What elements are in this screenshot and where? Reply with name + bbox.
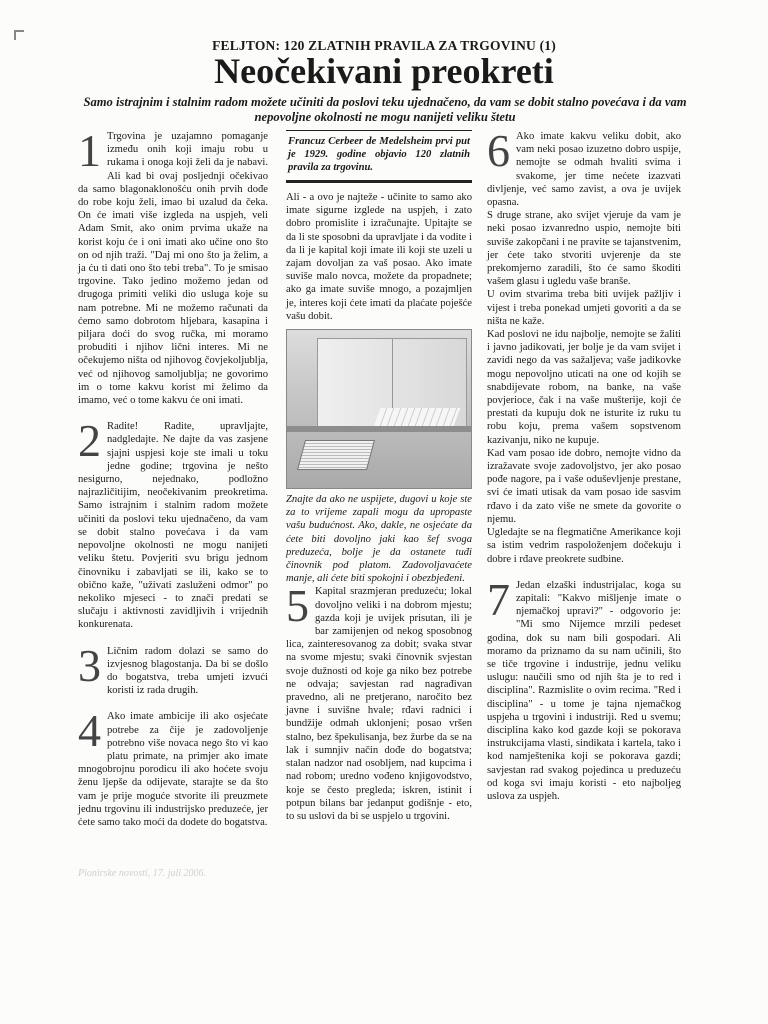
rule-number: 7 — [487, 573, 510, 625]
rule-3 — [78, 639, 268, 698]
photo-documents — [374, 408, 461, 426]
rule-text: Jedan elzaški industrijalac, koga su zapitali: "Kakvo mišljenje imate o njemačkoj upravi?" - odgovorio je: "Mi smo Nijemce mrzili pedeset godina, dok su nam bili gospodari. Ali moramo da priznamo da su nam učinili, što se tiče trgovine i industrije, jednu veliku uslugu: naučili smo od njih šta je to red i disciplina". Razmislite o ovim recima. "Red i disciplina" - u tome je tajna njemačkog uspjeha u trgovini i industriji. Red u svemu; disciplina kako kod gazde koji se pokorava instrukcijama vlasti, sindikata i kartela, tako i kod namještenika koji se pokorava gazdi; savjestan rad svakog pojedinca u preduzeću od koga svi imaju koristi - eto najboljeg uslova za uspjeh. — [487, 579, 681, 802]
photo-shelf — [287, 426, 472, 432]
column-1 — [78, 125, 268, 842]
rule-number: 6 — [487, 125, 510, 176]
rule-text: Ako imate ambicije ili ako osjećate potrebe za čije je zadovoljenje potrebno više novaca nego što vi kao platu primate, na primjer ako imate mnogobrojnu porodicu ili ako hoćete svoju ženu ljepše da odijevate, starajte se da što vam je prije moguće stvorite ili preuzmete jednu trgovinu ili industrijsko preduzeće, jer ćete samo tako moći da dodete do bogatstva. — [78, 711, 268, 828]
photo-paper-stack — [297, 440, 375, 470]
info-box: Francuz Cerbeer de Medelsheim prvi put je 1929. godine objavio 120 zlatnih pravila za trgovinu. — [286, 130, 472, 183]
rule-number: 5 — [286, 580, 309, 632]
column-2 — [286, 130, 472, 836]
rule-6 — [487, 125, 681, 209]
paragraph: Ugledajte se na flegmatične Amerikance koji sa istim vedrim raspoloženjem dočekuju i dobre i rđave preokrete sudbine. — [487, 527, 681, 565]
rule-text: Ako imate kakvu veliku dobit, ako vam neki posao izuzetno dobro uspije, nemojte se odmah hvaliti svima i svakome, jer time nećete izazvati divljenje, već samo zavist, a ova je uvijek opasna. — [487, 131, 681, 209]
rule-1 — [78, 125, 268, 407]
photo-caption: Znajte da ako ne uspijete, dugovi u koje ste za to vrijeme zapali mogu da upropaste vašu budućnost. Ako, dakle, ne osjećate da ćete biti dovoljno jaki kao šef svoga preduzeća, bolje je da ostanete tuđi činovnik pod platom. Zadovoljavaćete manje, ali ćete biti spokojni i obezbjeđeni. — [286, 494, 472, 585]
rule-number: 1 — [78, 125, 101, 176]
column-3 — [487, 125, 681, 816]
rule-text: Radite! Radite, upravljajte, nadgledajte. Ne dajte da vas zasjene sjajni uspjesi koje ste imali u toku jedne godine; trgovina je nešto nesigurno, nejednako, podložno najrazličitijim, neočekivanim preokretima. Samo istrajnim i stalnim radom možete učiniti da poslovi teku ujednačeno, da vam se dobit stalno povećava i da vam nepovoljne okolnosti ne mogu nanijeti veliku štetu. Povjeriti svu brigu jednom činovniku i zabavljati se ili, kako se to obično kaže, "uživati zasluženi odmor" po nekoliko mjeseci - to znači predati se slučaju i aktivnosti zavidljivih i vrijednih konkurenata. — [78, 421, 268, 631]
rule-number: 3 — [78, 639, 101, 691]
rule-number: 4 — [78, 705, 101, 757]
rule-text: Ličnim radom dolazi se samo do izvjesnog blagostanja. Da bi se došlo do bogatstva, treba umjeti izvući koristi iz rada drugih. — [107, 645, 268, 697]
rule-2 — [78, 415, 268, 631]
paragraph: Kad poslovi ne idu najbolje, nemojte se žaliti i javno jadikovati, jer bolje je da vam svijet i zavidi nego da vas sažaljeva; vaše jadikovke mogu nepovoljno uticati na one od kojih se snabdijevate robom, na banke, na vaše povjerioce, čak i na vaše mušterije, koji će prestati da kupuju dok ne isturite iz ruku tu robu koju, prema vašem sopstvenom kazivanju, niko ne kupuje. — [487, 329, 681, 446]
kicker: FELJTON: 120 ZLATNIH PRAVILA ZA TRGOVINU (1) — [212, 38, 556, 53]
rule-7 — [487, 573, 681, 803]
paragraph: Ali - a ovo je najteže - učinite to samo ako imate sigurne izglede na uspjeh, i zato dobro promislite i izračunajte. Upitajte se da li ste sposobni da upravljate i da vodite i da li je kapital koji imate ili koji ste uzeli u zajam dovoljan za vaš posao. Ako imate suviše malo novca, možete da propadnete; ako ga imate suviše mnogo, a pozajmljen je, interes koji ćete imati da plaćate poješće vašu dobit. — [286, 192, 472, 322]
source-footer: Pionirske novosti, 17. juli 2006. — [78, 868, 207, 879]
rule-text: Kapital srazmjeran preduzeću; lokal dovoljno veliki i na dobrom mjestu; gazda koji je uvijek prisutan, ili je bar zamijenjen od nekog sposobnog lica, zainteresovanog za dobit; svaka stvar na svome mjestu; svaki činovnik svjestan svoje dužnosti od koje ga niko bez potrebe ne odvaja; savjestan rad nagrađivan pravedno, ali ne pretjerano, naročito bez javne i suvišne hvale; rđavi radnici i bundžije odmah uklonjeni; posao vršen stalno, bez špekulisanja, bez žurbe da se na lak i sumnjiv način dođe do bogatstva; stalan nadzor nad osobljem, nad kupcima i nad robom; uredno vođeno knjigovodstvo, koje se često pregleda; iskren, istinit i potpun bilans bar jedanput godišnje - eto, to su uslovi da bi se uspjelo u trgovini. — [286, 586, 472, 822]
paragraph: U ovim stvarima treba biti uvijek pažljiv i vijest i treba ponekad umjeti govoriti a da se ništa ne kaže. — [487, 289, 681, 327]
rule-number: 2 — [78, 415, 101, 467]
rule-5 — [286, 580, 472, 823]
paragraph: S druge strane, ako svijet vjeruje da vam je neki posao izvanredno uspio, nemojte biti suviše zakopčani i ne pravite se tajanstvenim, jer ćete tako stvoriti uvjerenje da ste prekomjerno zaradili, što će samo škoditi vašem glasu i ugledu vaše branše. — [487, 210, 681, 288]
article-photo — [286, 329, 472, 489]
subtitle: Samo istrajnim i stalnim radom možete učiniti da poslovi teku ujednačeno, da vam se dobit stalno povećava i da vam nepovoljne okolnosti ne mogu nanijeti veliku štetu — [83, 95, 687, 124]
rule-4 — [78, 705, 268, 829]
page-title: Neočekivani preokreti — [214, 51, 554, 91]
paragraph: Kad vam posao ide dobro, nemojte vidno da izražavate svoje zadovoljstvo, jer ako posao pođe nagore, pa i vaše oduševljenje prestane, svi će imati utisak da vam posao ide sasvim rđavo i da zato više ne smete da govorite o njemu. — [487, 447, 681, 525]
rule-text: Trgovina je uzajamno pomaganje između onih koji imaju robu u rukama i onoga koji želi da je nabavi. Ali kad bi ovaj posljednji očekivao da samo blagonaklonošću onih prvih dođe do robe koju želi, imao bi uzalud da čeka. On će imati više izgleda na uspjeh, veli Adam Smit, ako onim prvima ukaže na korist koju će i oni imati ako učine ono što on od njih traži. "Daj mi ono što ja želim, a ja ću ti dati ono što tebi treba". To je smisao trgovine. Tako jedino možemo jedan od drugoga primiti veliki dio usluga koje su nam potrebne. Mi ne možemo računati da ćemo samo dobrotom hljebara, kasapina i piljara doći do svog ručka, mi moramo probuditi i njihov lični interes. Mi ne očekujemo ništa od njihovog čovjekoljublja, već od njihovog samoljublja; ne govorimo im o tome kakvu korist mi želimo da imamo, već o tome kakvu će oni imati. — [78, 131, 268, 407]
